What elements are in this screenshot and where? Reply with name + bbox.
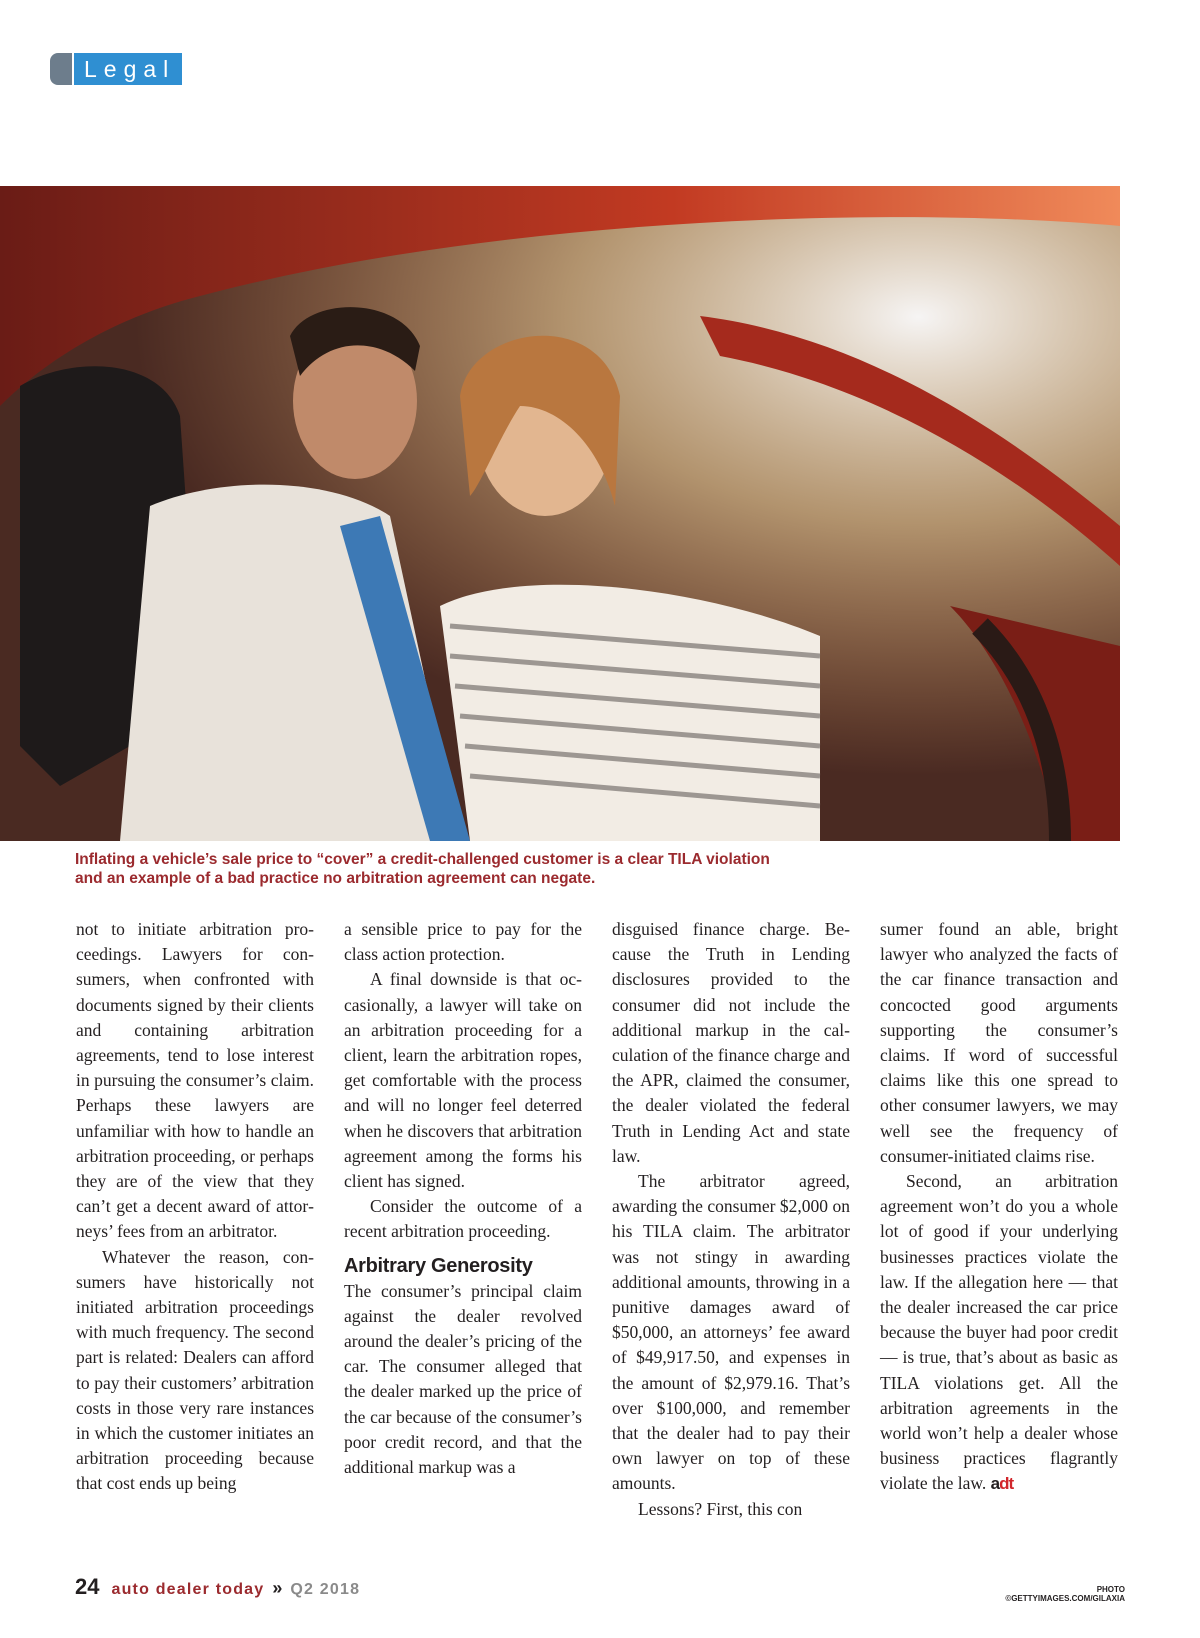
- paragraph: a sensible price to pay for the class action protection.: [344, 919, 582, 965]
- article-column-3: [612, 917, 850, 1522]
- paragraph-text: Second, an arbitration agreement won’t do you a whole lot of good if your underlying businesses practices violate the law. If the allegation here — that the dealer increased the car price because the buyer had poor credit — is true, that’s about as basic as TILA violations get. All the arbitration agreements in the world won’t help a dealer whose business practices flagrantly violate the law.: [880, 1171, 1118, 1494]
- end-mark-dt: dt: [999, 1474, 1014, 1494]
- paragraph: Lessons? First, this con: [638, 1498, 803, 1519]
- article-column-4: [880, 917, 1118, 1497]
- section-heading: Arbitrary Generosity: [344, 1254, 533, 1277]
- paragraph: The consumer’s principal claim against the dealer revolved around the dealer’s pricing of the car. The consumer alleged that the dealer marked up the price of the car because of the consumer’s poor credit record, and that the additional markup was a: [344, 1280, 582, 1478]
- paragraph: Whatever the reason, consumers have historically not initiated arbitration proceedings with much frequency. The second part is related: Dealers can afford to pay their customers’ arbitration costs in those very rare instances in which the customer initiates an arbitration proceeding because that cost ends up being: [76, 1246, 314, 1494]
- article-column-1: [76, 917, 314, 1497]
- paragraph: Consider the outcome of a recent arbitration proceeding.: [344, 1196, 582, 1242]
- article-column-2: [344, 917, 582, 1480]
- double-chevron-icon: »: [272, 1578, 283, 1598]
- end-mark-a: a: [990, 1474, 1000, 1494]
- section-label: Legal: [74, 53, 182, 85]
- end-mark-logo: [991, 1474, 1014, 1493]
- article-photo: [0, 186, 1120, 841]
- paragraph: [880, 1169, 1118, 1497]
- photo-credit: PHOTO ©GETTYIMAGES.COM/GILAXIA: [1005, 1585, 1125, 1603]
- paragraph: disguised finance charge. Because the Truth in Lending disclosures provided to the consumer did not include the additional markup in the calculation of the finance charge and the APR, claimed the consumer, the dealer violated the federal Truth in Lending Act and state law.: [612, 919, 850, 1166]
- issue-label: Q2 2018: [290, 1581, 361, 1598]
- paragraph: The arbitrator agreed, awarding the consumer $2,000 on his TILA claim. The arbitrator was not stingy in awarding additional amounts, throwing in a punitive damages award of $50,000, an attorneys’ fee award of $49,917.50, and expenses in the amount of $2,979.16. That’s over $100,000, and remember that the dealer had to pay their own lawyer on top of these amounts.: [612, 1171, 850, 1494]
- section-tag: [50, 53, 182, 85]
- section-tag-cap: [50, 53, 72, 85]
- page-footer: [75, 1574, 360, 1604]
- paragraph: sumer found an able, bright lawyer who analyzed the facts of the car finance transaction and concocted good arguments supporting the consumer’s claims. If word of successful claims like this one spread to other consumer lawyers, we may well see the frequency of consumer-initiated claims rise.: [880, 919, 1118, 1166]
- page-number: 24: [75, 1574, 100, 1599]
- photo-car-interior-icon: [0, 186, 1120, 841]
- photo-caption: Inflating a vehicle’s sale price to “cover” a credit-challenged customer is a clear TILA violation and an example of a bad practice no arbitration agreement can negate.: [75, 851, 770, 887]
- magazine-name: auto dealer today: [111, 1581, 265, 1598]
- paragraph: A final downside is that occasionally, a lawyer will take on an arbitration proceeding for a client, learn the arbitration ropes, get comfortable with the process and will no longer feel deterred when he discovers that arbitration agreement among the forms his client has signed.: [344, 969, 582, 1192]
- paragraph: not to initiate arbitration proceedings. Lawyers for consumers, when confronted with documents signed by their clients and containing arbitration agreements, tend to lose interest in pursuing the consumer’s claim. Perhaps these lawyers are unfamiliar with how to handle an arbitration proceeding, or perhaps they are of the view that they can’t get a decent award of attorneys’ fees from an arbitrator.: [76, 919, 314, 1242]
